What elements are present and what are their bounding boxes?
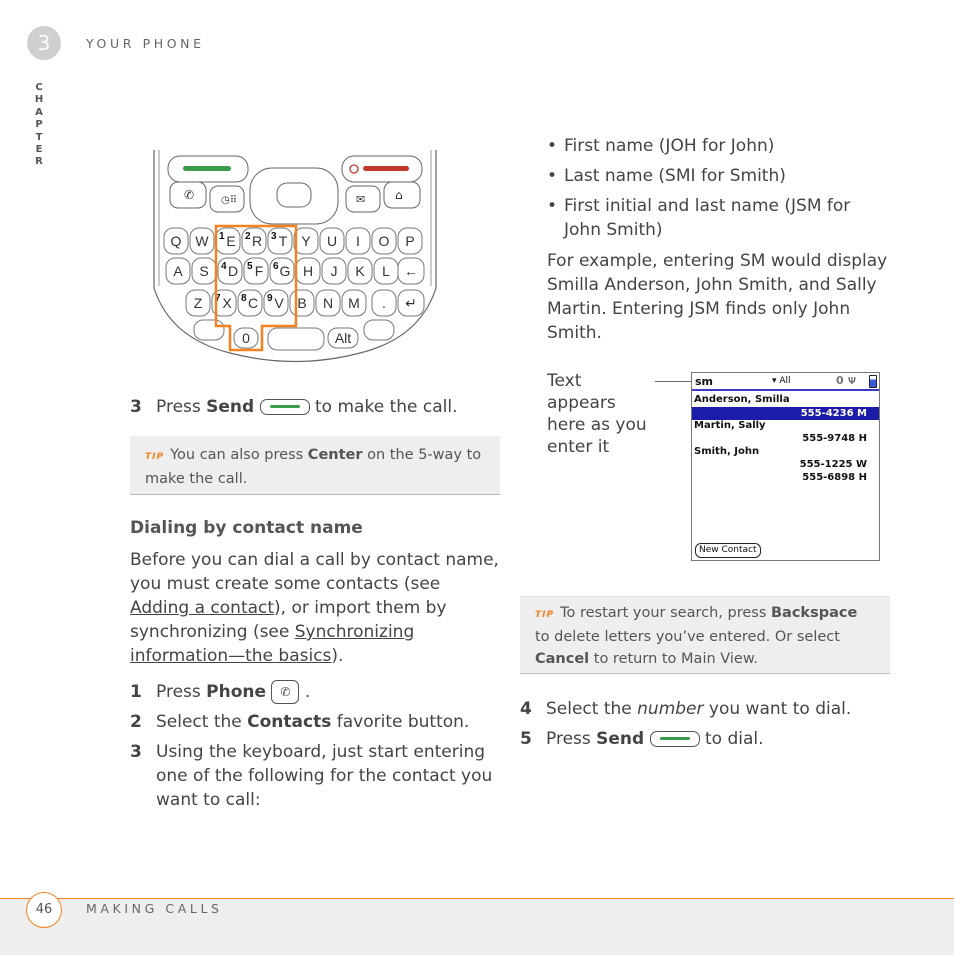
key-blank	[268, 328, 324, 350]
step-number: 1	[130, 682, 142, 702]
match-options-list	[547, 134, 877, 242]
search-text: sm	[695, 375, 714, 388]
key-label: R	[251, 233, 263, 249]
send-key-icon	[650, 731, 700, 747]
contact-number[interactable]: 555-4236 M	[800, 408, 867, 419]
key-label: S	[199, 263, 209, 279]
tip-text: on the 5-way to make the call.	[145, 447, 482, 487]
key-label: .	[382, 295, 386, 311]
key-digit: 8	[241, 293, 247, 304]
key-blank	[194, 320, 224, 340]
key-label: Z	[193, 295, 203, 311]
step-number: 2	[130, 712, 142, 732]
key-label: 0	[242, 330, 250, 346]
key-label: W	[195, 233, 209, 249]
key-label: A	[173, 263, 183, 279]
step-number: 5	[520, 729, 532, 749]
step-text: to make the call.	[309, 397, 458, 417]
step-italic: number	[637, 699, 704, 719]
svg-text:⌂: ⌂	[395, 188, 403, 202]
phone-key-label: Phone	[206, 682, 267, 702]
intro-text: Before you can dial a call by contact name, you must create some contacts (see	[130, 550, 499, 594]
step-number: 4	[520, 699, 532, 719]
step-1	[130, 680, 502, 704]
list-item: • First name (JOH for John)	[547, 134, 877, 158]
tip-text: You can also press	[170, 447, 308, 463]
chapter-vertical-label	[30, 82, 48, 169]
step-4	[520, 697, 890, 721]
step-number: 3	[130, 742, 142, 762]
chapter-letter: H	[34, 94, 44, 106]
section-heading: Dialing by contact name	[130, 518, 363, 538]
step-2	[130, 710, 502, 734]
key-label: Alt	[334, 330, 352, 346]
key-label: U	[326, 233, 338, 249]
key-digit: 2	[245, 231, 251, 242]
contact-name[interactable]: Smith, John	[694, 446, 760, 457]
chapter-letter: R	[35, 156, 43, 168]
contacts-label: Contacts	[247, 712, 332, 732]
key-label: L	[382, 263, 390, 279]
tip-box-center	[130, 436, 500, 495]
step-text: .	[299, 682, 311, 702]
key-digit: 7	[215, 293, 221, 304]
phone-key-icon: ✆	[271, 680, 299, 704]
step-text: Select the	[156, 712, 248, 732]
chapter-letter: E	[35, 144, 43, 156]
list-item: • First initial and last name (JSM for John Smith)	[547, 194, 877, 242]
send-key-label: Send	[206, 397, 255, 417]
contact-name[interactable]: Anderson, Smilla	[694, 394, 790, 405]
step-text: favorite button.	[331, 712, 470, 732]
key-label: E	[226, 233, 236, 249]
status-indicator: 0	[836, 374, 844, 387]
list-item: • Last name (SMI for Smith)	[547, 164, 877, 188]
tip-text: to return to Main View.	[589, 651, 758, 667]
svg-text:✆: ✆	[184, 188, 195, 202]
key-label: B	[297, 295, 307, 311]
chapter-letter: C	[35, 82, 43, 93]
synchronizing-link[interactable]: Synchronizing information—the basics	[130, 622, 415, 666]
key-digit: 6	[273, 261, 279, 272]
key-label: Q	[170, 233, 182, 249]
tip-label: TIP	[145, 452, 165, 462]
tip-bold: Backspace	[771, 605, 858, 621]
category-selector[interactable]: ▾ All	[772, 376, 791, 386]
new-contact-button[interactable]: New Contact	[695, 543, 761, 558]
contact-number[interactable]: 555-9748 H	[802, 433, 867, 444]
step-text: Press	[156, 682, 207, 702]
battery-icon	[869, 375, 877, 388]
contact-name[interactable]: Martin, Sally	[694, 420, 766, 431]
example-paragraph: For example, entering SM would display Smilla Anderson, John Smith, and Sally Martin. Entering JSM finds only John Smith.	[547, 251, 888, 343]
intro-paragraph	[130, 548, 502, 668]
key-label: ↵	[405, 295, 417, 311]
key-label: N	[322, 295, 334, 311]
category-label: All	[779, 376, 791, 386]
key-label: Y	[301, 233, 311, 249]
adding-contact-link[interactable]: Adding a contact	[130, 598, 275, 618]
key-label: C	[247, 295, 259, 311]
key-label: G	[279, 263, 291, 279]
step-text: Press	[156, 397, 207, 417]
tip-label: TIP	[535, 610, 555, 620]
svg-text:◷⠿: ◷⠿	[221, 195, 238, 206]
step-text: Using the keyboard, just start entering one of the following for the contact you want to call:	[156, 742, 493, 810]
key-digit: 9	[267, 293, 273, 304]
tip-text: To restart your search, press	[560, 605, 771, 621]
key-label: T	[278, 233, 288, 249]
key-digit: 1	[219, 231, 225, 242]
key-label: M	[348, 295, 360, 311]
step-3-send	[130, 395, 500, 419]
key-label: J	[330, 263, 338, 279]
signal-icon: Ψ	[848, 376, 856, 387]
chapter-number-badge: 3	[27, 26, 61, 60]
key-label: H	[302, 263, 314, 279]
step-3	[130, 740, 502, 812]
footer-section-title: MAKING CALLS	[86, 901, 223, 916]
key-label: K	[355, 263, 365, 279]
key-label: X	[222, 295, 232, 311]
tip-text: to delete letters you’ve entered. Or select	[535, 629, 840, 645]
chapter-letter: P	[35, 119, 43, 131]
chapter-letter: T	[35, 131, 43, 143]
callout-line	[655, 381, 691, 382]
key-label: D	[227, 263, 239, 279]
send-key-label: Send	[596, 729, 645, 749]
key-label: F	[254, 263, 264, 279]
key-digit: 3	[271, 231, 277, 242]
key-label: V	[274, 295, 284, 311]
step-text: to dial.	[699, 729, 764, 749]
step-text: Select the	[546, 699, 638, 719]
key-label: ←	[404, 263, 418, 279]
key-digit: 5	[247, 261, 253, 272]
intro-text: ), or import them by synchronizing (see	[130, 598, 447, 642]
intro-text: ).	[331, 646, 344, 666]
tip-bold: Center	[307, 447, 363, 463]
send-key-icon	[260, 399, 310, 415]
screen-callout: Text appears here as you enter it	[547, 371, 647, 457]
contact-number[interactable]: 555-1225 W	[799, 459, 867, 470]
title-underline	[692, 389, 879, 391]
step-text: you want to dial.	[703, 699, 852, 719]
key-label: P	[405, 233, 415, 249]
chapter-letter: A	[35, 106, 43, 118]
step-number: 3	[130, 397, 142, 417]
contact-number[interactable]: 555-6898 H	[802, 472, 867, 483]
tip-box-backspace	[520, 596, 890, 674]
key-label: O	[378, 233, 390, 249]
key-label: I	[356, 233, 360, 249]
running-head: YOUR PHONE	[86, 36, 205, 51]
tip-bold: Cancel	[535, 651, 590, 667]
key-blank	[364, 320, 394, 340]
step-5	[520, 727, 890, 751]
page-number: 46	[26, 892, 62, 928]
keyboard-illustration	[150, 148, 440, 363]
svg-text:✉: ✉	[356, 193, 366, 206]
step-text: Press	[546, 729, 597, 749]
contact-search-screen	[691, 372, 880, 561]
key-digit: 4	[221, 261, 227, 272]
